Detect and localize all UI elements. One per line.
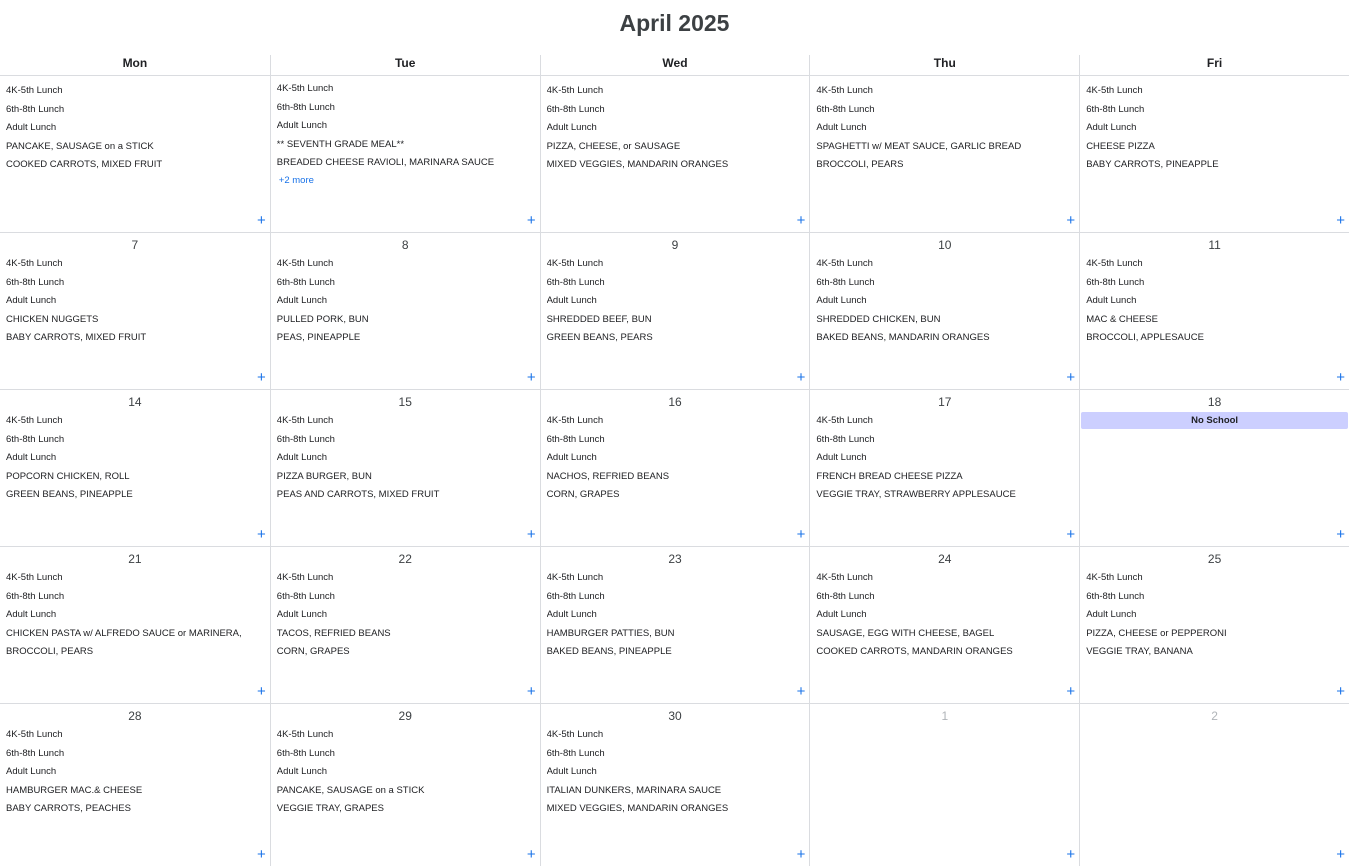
calendar-event[interactable]: COOKED CARROTS, MANDARIN ORANGES bbox=[816, 646, 1013, 657]
calendar-event[interactable]: 4K-5th Lunch bbox=[276, 415, 334, 426]
day-cell[interactable] bbox=[809, 547, 1079, 703]
calendar-event[interactable]: Adult Lunch bbox=[6, 452, 57, 463]
calendar-event[interactable]: PEAS AND CARROTS, MIXED FRUIT bbox=[276, 489, 440, 500]
add-event-icon[interactable]: + bbox=[1066, 369, 1076, 386]
add-event-icon[interactable]: + bbox=[796, 683, 806, 700]
calendar-event[interactable]: CHEESE PIZZA bbox=[1086, 140, 1155, 152]
calendar-event[interactable]: Adult Lunch bbox=[546, 766, 597, 777]
calendar-event[interactable]: 4K-5th Lunch bbox=[816, 572, 873, 583]
calendar-event[interactable]: PULLED PORK, BUN bbox=[276, 313, 369, 325]
day-cell[interactable] bbox=[809, 704, 1079, 866]
calendar-event[interactable]: BROCCOLI, PEARS bbox=[816, 159, 904, 170]
calendar-event[interactable]: Adult Lunch bbox=[6, 295, 57, 306]
event-list bbox=[0, 726, 270, 819]
weekday-header-row bbox=[0, 55, 1349, 76]
calendar-title: April 2025 bbox=[619, 10, 730, 36]
calendar-event[interactable]: BROCCOLI, PEARS bbox=[6, 646, 94, 657]
calendar-event[interactable]: BAKED BEANS, MANDARIN ORANGES bbox=[816, 332, 990, 343]
calendar-event[interactable]: Adult Lunch bbox=[276, 609, 327, 620]
event-list bbox=[810, 412, 1079, 505]
calendar-event[interactable]: 4K-5th Lunch bbox=[6, 729, 63, 740]
day-number[interactable]: 21 bbox=[128, 552, 142, 566]
event-list bbox=[810, 76, 1079, 175]
calendar-event[interactable]: BABY CARROTS, PINEAPPLE bbox=[1086, 159, 1219, 170]
calendar-event[interactable]: NACHOS, REFRIED BEANS bbox=[546, 470, 670, 482]
calendar-event[interactable]: BABY CARROTS, MIXED FRUIT bbox=[6, 332, 147, 343]
calendar-event[interactable]: SAUSAGE, EGG WITH CHEESE, BAGEL bbox=[816, 627, 995, 639]
add-event-icon[interactable]: + bbox=[526, 683, 536, 700]
calendar-event[interactable]: BREADED CHEESE RAVIOLI, MARINARA SAUCE bbox=[276, 157, 495, 168]
calendar-event[interactable]: PANCAKE, SAUSAGE on a STICK bbox=[276, 784, 425, 796]
day-number[interactable]: 1 bbox=[941, 709, 949, 723]
calendar-event[interactable]: 6th-8th Lunch bbox=[1086, 103, 1145, 115]
add-event-icon[interactable]: + bbox=[257, 212, 266, 229]
day-number[interactable]: 15 bbox=[398, 395, 412, 409]
day-cell[interactable] bbox=[540, 233, 810, 389]
add-event-icon[interactable]: + bbox=[1336, 683, 1345, 700]
add-event-icon[interactable]: + bbox=[1336, 526, 1345, 543]
day-cell[interactable] bbox=[809, 76, 1079, 232]
add-event-icon[interactable]: + bbox=[526, 526, 536, 543]
calendar-event[interactable]: 6th-8th Lunch bbox=[6, 590, 65, 602]
add-event-icon[interactable]: + bbox=[1336, 212, 1345, 229]
calendar-event[interactable]: 6th-8th Lunch bbox=[546, 103, 605, 115]
event-list bbox=[271, 255, 540, 348]
day-cell[interactable] bbox=[0, 704, 270, 866]
calendar-event[interactable]: Adult Lunch bbox=[6, 766, 57, 777]
calendar-event[interactable]: CORN, GRAPES bbox=[546, 489, 620, 500]
calendar-event[interactable]: 6th-8th Lunch bbox=[816, 276, 875, 288]
calendar-event[interactable]: MIXED VEGGIES, MANDARIN ORANGES bbox=[546, 803, 729, 814]
add-event-icon[interactable]: + bbox=[1336, 846, 1345, 863]
calendar-event[interactable]: 6th-8th Lunch bbox=[816, 103, 875, 115]
add-event-icon[interactable]: + bbox=[257, 683, 266, 700]
calendar-event[interactable]: 4K-5th Lunch bbox=[6, 85, 63, 96]
calendar-event[interactable]: Adult Lunch bbox=[276, 766, 327, 777]
calendar-event[interactable]: Adult Lunch bbox=[816, 295, 867, 306]
calendar-event[interactable]: PIZZA, CHEESE or PEPPERONI bbox=[1086, 627, 1227, 639]
day-number[interactable]: 23 bbox=[668, 552, 682, 566]
calendar-event[interactable]: BABY CARROTS, PEACHES bbox=[6, 803, 131, 814]
calendar-event[interactable]: 4K-5th Lunch bbox=[276, 572, 334, 583]
calendar-event[interactable]: FRENCH BREAD CHEESE PIZZA bbox=[816, 470, 963, 482]
event-list bbox=[0, 569, 270, 662]
calendar-event[interactable]: 6th-8th Lunch bbox=[276, 747, 335, 759]
event-list bbox=[0, 255, 270, 348]
add-event-icon[interactable]: + bbox=[526, 212, 536, 229]
calendar-event[interactable]: 4K-5th Lunch bbox=[1086, 85, 1143, 96]
add-event-icon[interactable]: + bbox=[1066, 683, 1076, 700]
calendar-event[interactable]: Adult Lunch bbox=[276, 120, 327, 131]
calendar-event[interactable]: Adult Lunch bbox=[1086, 122, 1137, 133]
add-event-icon[interactable]: + bbox=[1066, 846, 1076, 863]
calendar-event[interactable]: 4K-5th Lunch bbox=[1086, 572, 1143, 583]
day-number[interactable]: 9 bbox=[671, 238, 679, 252]
event-list bbox=[1080, 569, 1349, 662]
weekday-header-mon: Mon bbox=[122, 56, 148, 70]
calendar-event[interactable]: Adult Lunch bbox=[546, 295, 597, 306]
add-event-icon[interactable]: + bbox=[796, 526, 806, 543]
day-number[interactable]: 28 bbox=[128, 709, 142, 723]
week-row bbox=[0, 547, 1349, 704]
calendar-event[interactable]: 4K-5th Lunch bbox=[816, 415, 873, 426]
calendar-event[interactable]: Adult Lunch bbox=[546, 122, 597, 133]
calendar-event[interactable]: SPAGHETTI w/ MEAT SAUCE, GARLIC BREAD bbox=[816, 140, 1022, 152]
allday-event[interactable]: No School bbox=[1081, 412, 1348, 429]
day-cell[interactable] bbox=[0, 233, 270, 389]
calendar-event[interactable]: Adult Lunch bbox=[276, 295, 327, 306]
calendar-event[interactable]: VEGGIE TRAY, STRAWBERRY APPLESAUCE bbox=[816, 489, 1016, 500]
calendar-event[interactable]: Adult Lunch bbox=[6, 609, 57, 620]
month-grid bbox=[0, 55, 1349, 866]
day-cell[interactable] bbox=[540, 76, 810, 232]
event-list bbox=[0, 76, 270, 175]
calendar-event[interactable]: HAMBURGER MAC.& CHEESE bbox=[6, 784, 143, 796]
calendar-event[interactable]: VEGGIE TRAY, GRAPES bbox=[276, 803, 384, 814]
day-cell[interactable] bbox=[540, 704, 810, 866]
calendar-event[interactable]: 6th-8th Lunch bbox=[276, 101, 335, 113]
add-event-icon[interactable]: + bbox=[796, 212, 806, 229]
calendar-event[interactable]: 6th-8th Lunch bbox=[1086, 276, 1145, 288]
event-list bbox=[541, 726, 810, 819]
calendar-event[interactable]: MIXED VEGGIES, MANDARIN ORANGES bbox=[546, 159, 729, 170]
event-list bbox=[1080, 76, 1349, 175]
calendar-event[interactable]: Adult Lunch bbox=[276, 452, 327, 463]
calendar-event[interactable]: Adult Lunch bbox=[6, 122, 57, 133]
day-number[interactable]: 2 bbox=[1211, 709, 1218, 723]
calendar-event[interactable]: PIZZA BURGER, BUN bbox=[276, 470, 372, 482]
add-event-icon[interactable]: + bbox=[796, 369, 806, 386]
calendar-event[interactable]: TACOS, REFRIED BEANS bbox=[276, 627, 391, 639]
event-list bbox=[810, 569, 1079, 662]
day-cell[interactable] bbox=[270, 233, 540, 389]
add-event-icon[interactable]: + bbox=[257, 846, 266, 863]
day-cell[interactable] bbox=[0, 76, 270, 232]
event-list bbox=[271, 569, 540, 662]
day-number[interactable]: 8 bbox=[401, 238, 409, 252]
add-event-icon[interactable]: + bbox=[1066, 526, 1076, 543]
day-cell[interactable] bbox=[270, 390, 540, 546]
day-cell[interactable] bbox=[1079, 547, 1349, 703]
add-event-icon[interactable]: + bbox=[1066, 212, 1076, 229]
calendar-event[interactable]: VEGGIE TRAY, BANANA bbox=[1086, 646, 1193, 657]
calendar-event[interactable]: 6th-8th Lunch bbox=[6, 433, 65, 445]
event-list bbox=[541, 412, 810, 505]
day-cell[interactable] bbox=[1079, 704, 1349, 866]
calendar-event[interactable]: 4K-5th Lunch bbox=[546, 85, 604, 96]
day-number[interactable]: 17 bbox=[938, 395, 952, 409]
calendar-event[interactable]: 4K-5th Lunch bbox=[276, 258, 334, 269]
day-cell[interactable] bbox=[809, 390, 1079, 546]
calendar-event[interactable]: 4K-5th Lunch bbox=[6, 572, 63, 583]
calendar-event[interactable]: Adult Lunch bbox=[816, 452, 867, 463]
weekday-header-thu: Thu bbox=[809, 55, 1079, 75]
event-list bbox=[541, 569, 810, 662]
calendar-event[interactable]: SHREDDED BEEF, BUN bbox=[546, 313, 652, 325]
calendar-event[interactable]: 4K-5th Lunch bbox=[1086, 258, 1143, 269]
calendar-event[interactable]: 6th-8th Lunch bbox=[546, 276, 605, 288]
calendar-event[interactable]: 6th-8th Lunch bbox=[6, 747, 65, 759]
calendar-event[interactable]: 4K-5th Lunch bbox=[6, 258, 63, 269]
calendar-event[interactable]: 6th-8th Lunch bbox=[816, 590, 875, 602]
add-event-icon[interactable]: + bbox=[526, 846, 536, 863]
day-number[interactable]: 14 bbox=[128, 395, 142, 409]
calendar-event[interactable]: POPCORN CHICKEN, ROLL bbox=[6, 470, 130, 482]
day-cell[interactable] bbox=[540, 390, 810, 546]
weekday-header-fri: Fri bbox=[1079, 55, 1349, 75]
event-list bbox=[1080, 412, 1349, 429]
calendar-event[interactable]: 4K-5th Lunch bbox=[276, 83, 334, 94]
calendar-event[interactable]: 4K-5th Lunch bbox=[816, 85, 873, 96]
calendar-event[interactable]: 4K-5th Lunch bbox=[546, 415, 604, 426]
calendar-event[interactable]: 6th-8th Lunch bbox=[276, 276, 335, 288]
calendar-event[interactable]: 6th-8th Lunch bbox=[546, 590, 605, 602]
day-number[interactable]: 18 bbox=[1207, 395, 1222, 409]
weekday-header-wed: Wed bbox=[540, 55, 810, 75]
day-number[interactable]: 22 bbox=[398, 552, 412, 566]
week-row bbox=[0, 390, 1349, 547]
calendar-event[interactable]: ITALIAN DUNKERS, MARINARA SAUCE bbox=[546, 784, 722, 796]
event-list bbox=[1080, 255, 1349, 348]
calendar-event[interactable]: PEAS, PINEAPPLE bbox=[276, 332, 361, 343]
event-list bbox=[271, 412, 540, 505]
day-number[interactable]: 16 bbox=[668, 395, 682, 409]
calendar-event[interactable]: PIZZA, CHEESE, or SAUSAGE bbox=[546, 140, 681, 152]
day-cell[interactable] bbox=[270, 547, 540, 703]
event-list bbox=[810, 255, 1079, 348]
calendar-event[interactable]: 4K-5th Lunch bbox=[276, 729, 334, 740]
day-cell[interactable] bbox=[1079, 76, 1349, 232]
calendar-event[interactable]: PANCAKE, SAUSAGE on a STICK bbox=[6, 140, 154, 152]
add-event-icon[interactable]: + bbox=[257, 369, 266, 386]
calendar-event[interactable]: 6th-8th Lunch bbox=[6, 276, 65, 288]
calendar-event[interactable]: 6th-8th Lunch bbox=[546, 433, 605, 445]
calendar-event[interactable]: Adult Lunch bbox=[546, 452, 597, 463]
event-list bbox=[541, 76, 810, 175]
day-number[interactable]: 24 bbox=[938, 552, 952, 566]
calendar-event[interactable]: SHREDDED CHICKEN, BUN bbox=[816, 313, 941, 325]
day-cell[interactable] bbox=[1079, 233, 1349, 389]
event-list bbox=[271, 726, 540, 819]
calendar-event[interactable]: 4K-5th Lunch bbox=[546, 729, 604, 740]
add-event-icon[interactable]: + bbox=[526, 369, 536, 386]
day-number[interactable]: 29 bbox=[398, 709, 412, 723]
weeks-container bbox=[0, 76, 1349, 866]
calendar-event[interactable]: 6th-8th Lunch bbox=[276, 433, 335, 445]
week-row bbox=[0, 76, 1349, 233]
event-list bbox=[271, 76, 540, 188]
event-list bbox=[0, 412, 270, 505]
week-row bbox=[0, 233, 1349, 390]
calendar-event[interactable]: MAC & CHEESE bbox=[1086, 313, 1158, 325]
day-cell[interactable] bbox=[540, 547, 810, 703]
calendar-event[interactable]: GREEN BEANS, PEARS bbox=[546, 332, 653, 343]
calendar-event[interactable]: Adult Lunch bbox=[816, 609, 867, 620]
day-cell[interactable] bbox=[0, 547, 270, 703]
calendar-event[interactable]: 6th-8th Lunch bbox=[816, 433, 875, 445]
calendar-event[interactable]: 6th-8th Lunch bbox=[546, 747, 605, 759]
day-cell[interactable] bbox=[270, 76, 540, 232]
day-cell[interactable] bbox=[270, 704, 540, 866]
event-list bbox=[541, 255, 810, 348]
calendar-event[interactable]: BAKED BEANS, PINEAPPLE bbox=[546, 646, 672, 657]
calendar-event[interactable]: Adult Lunch bbox=[816, 122, 867, 133]
add-event-icon[interactable]: + bbox=[1336, 369, 1345, 386]
calendar-event[interactable]: 6th-8th Lunch bbox=[1086, 590, 1145, 602]
calendar-event[interactable]: BROCCOLI, APPLESAUCE bbox=[1086, 332, 1204, 343]
day-number[interactable]: 11 bbox=[1208, 238, 1221, 252]
calendar-event[interactable]: 6th-8th Lunch bbox=[6, 103, 65, 115]
calendar-event[interactable]: GREEN BEANS, PINEAPPLE bbox=[6, 489, 133, 500]
calendar-event[interactable]: ** SEVENTH GRADE MEAL** bbox=[276, 138, 405, 150]
calendar-event[interactable]: 4K-5th Lunch bbox=[816, 258, 873, 269]
day-number[interactable]: 7 bbox=[131, 238, 139, 252]
calendar-event[interactable]: 6th-8th Lunch bbox=[276, 590, 335, 602]
calendar-event[interactable]: 4K-5th Lunch bbox=[546, 258, 604, 269]
day-number[interactable]: 30 bbox=[668, 709, 682, 723]
calendar-event[interactable]: Adult Lunch bbox=[1086, 609, 1137, 620]
calendar-event[interactable]: CHICKEN PASTA w/ ALFREDO SAUCE or MARINERA, bbox=[6, 627, 242, 639]
calendar-event[interactable]: HAMBURGER PATTIES, BUN bbox=[546, 627, 675, 639]
day-number[interactable]: 25 bbox=[1207, 552, 1222, 566]
add-event-icon[interactable]: + bbox=[257, 526, 266, 543]
day-number[interactable]: 10 bbox=[938, 238, 952, 252]
calendar-event[interactable]: 4K-5th Lunch bbox=[6, 415, 63, 426]
day-cell[interactable] bbox=[0, 390, 270, 546]
day-cell[interactable] bbox=[1079, 390, 1349, 546]
weekday-header-tue: Tue bbox=[270, 55, 540, 75]
calendar-event[interactable]: Adult Lunch bbox=[546, 609, 597, 620]
more-events-link[interactable]: +2 more bbox=[278, 174, 314, 186]
calendar-event[interactable]: 4K-5th Lunch bbox=[546, 572, 604, 583]
calendar-event[interactable]: CHICKEN NUGGETS bbox=[6, 313, 99, 325]
day-cell[interactable] bbox=[809, 233, 1079, 389]
add-event-icon[interactable]: + bbox=[796, 846, 806, 863]
calendar-event[interactable]: Adult Lunch bbox=[1086, 295, 1137, 306]
calendar-event[interactable]: COOKED CARROTS, MIXED FRUIT bbox=[6, 159, 163, 170]
week-row bbox=[0, 704, 1349, 866]
calendar-event[interactable]: CORN, GRAPES bbox=[276, 646, 350, 657]
